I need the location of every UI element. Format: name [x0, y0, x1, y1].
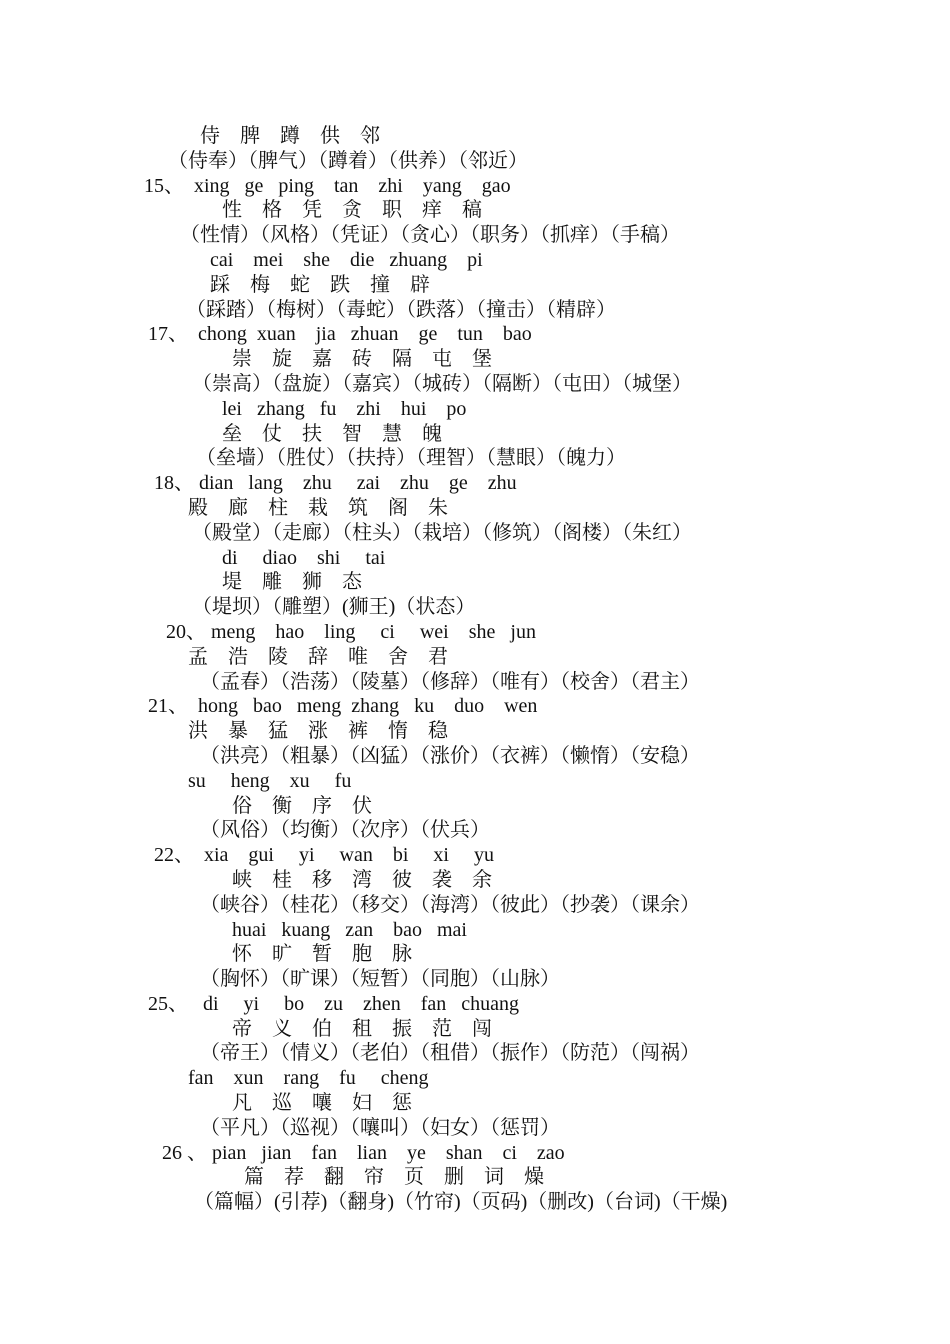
text-line: lei zhang fu zhi hui po — [222, 397, 467, 420]
text-line: （崇高）（盘旋）（嘉宾）（城砖）（隔断）（屯田）（城堡） — [192, 372, 692, 395]
text-line: 怀 旷 暂 胞 脉 — [232, 943, 412, 966]
text-line: 崇 旋 嘉 砖 隔 屯 堡 — [232, 348, 492, 371]
text-line: 25、 di yi bo zu zhen fan chuang — [148, 992, 520, 1015]
text-line: （孟春）（浩荡）（陵墓）（修辞）（唯有）（校舍）（君主） — [200, 670, 700, 693]
text-line: cai mei she die zhuang pi — [210, 248, 483, 271]
text-line: （篇幅）(引荐)（翻身)（竹帘)（页码)（删改)（台词)（干燥) — [194, 1191, 728, 1214]
text-line: （堤坝）（雕塑）(狮王)（状态） — [192, 596, 476, 619]
text-line: 俗 衡 序 伏 — [232, 794, 372, 817]
text-line: （踩踏）（梅树）（毒蛇）（跌落）（撞击）（精辟） — [186, 298, 616, 321]
text-line: 篇 荐 翻 帘 页 删 词 燥 — [244, 1166, 544, 1189]
text-line: （垒墙）（胜仗）（扶持）（理智）（慧眼）（魄力） — [196, 447, 626, 470]
text-line: （峡谷）（桂花）（移交）（海湾）（彼此）（抄袭）（课余） — [200, 893, 700, 916]
text-line: 17、 chong xuan jia zhuan ge tun bao — [148, 323, 532, 346]
text-line: 峡 桂 移 湾 彼 袭 余 — [232, 868, 492, 891]
text-line: fan xun rang fu cheng — [188, 1067, 429, 1090]
text-line: （殿堂）（走廊）（柱头）（栽培）（修筑）（阁楼）（朱红） — [192, 521, 692, 544]
text-line: 殿 廊 柱 栽 筑 阁 朱 — [188, 496, 448, 519]
text-line: 堤 雕 狮 态 — [222, 571, 362, 594]
text-line: 侍 脾 蹲 供 邻 — [200, 125, 380, 147]
text-line: （性情）（风格）（凭证）（贪心）（职务）（抓痒）（手稿） — [180, 224, 680, 247]
text-line: 性 格 凭 贪 职 痒 稿 — [222, 199, 482, 222]
text-line: 22、 xia gui yi wan bi xi yu — [154, 844, 494, 867]
text-line: （胸怀）（旷课）（短暂）（同胞）（山脉） — [200, 968, 560, 991]
text-line: 15、 xing ge ping tan zhi yang gao — [144, 174, 511, 197]
text-line: 凡 巡 嚷 妇 惩 — [232, 1092, 412, 1115]
text-line: （平凡）（巡视）（嚷叫）（妇女）（惩罚） — [200, 1116, 560, 1139]
text-line: （侍奉）（脾气）（蹲着）（供养）（邻近） — [168, 149, 528, 172]
text-line: （帝王）（情义）（老伯）（租借）（振作）（防范）（闯祸） — [200, 1042, 700, 1065]
text-line: 垒 仗 扶 智 慧 魄 — [222, 422, 442, 445]
text-line: 26 、 pian jian fan lian ye shan ci zao — [162, 1141, 565, 1164]
text-line: 帝 义 伯 租 振 范 闯 — [232, 1017, 492, 1040]
text-line: （风俗）（均衡）（次序）（伏兵） — [200, 819, 490, 842]
text-line: huai kuang zan bao mai — [232, 918, 467, 941]
document-body — [0, 124, 950, 1215]
text-line: 18、 dian lang zhu zai zhu ge zhu — [154, 472, 517, 495]
text-line: 20、 meng hao ling ci wei she jun — [166, 620, 536, 643]
text-line: （洪亮）（粗暴）（凶猛）（涨价）（衣裤）（懒惰）（安稳） — [200, 744, 700, 767]
text-line: su heng xu fu — [188, 769, 352, 792]
text-line: 踩 梅 蛇 跌 撞 辟 — [210, 273, 430, 296]
text-line: 21、 hong bao meng zhang ku duo wen — [148, 695, 538, 718]
text-line: 洪 暴 猛 涨 裤 惰 稳 — [188, 720, 448, 743]
text-line: di diao shi tai — [222, 546, 386, 569]
text-line: 孟 浩 陵 辞 唯 舍 君 — [188, 645, 448, 668]
